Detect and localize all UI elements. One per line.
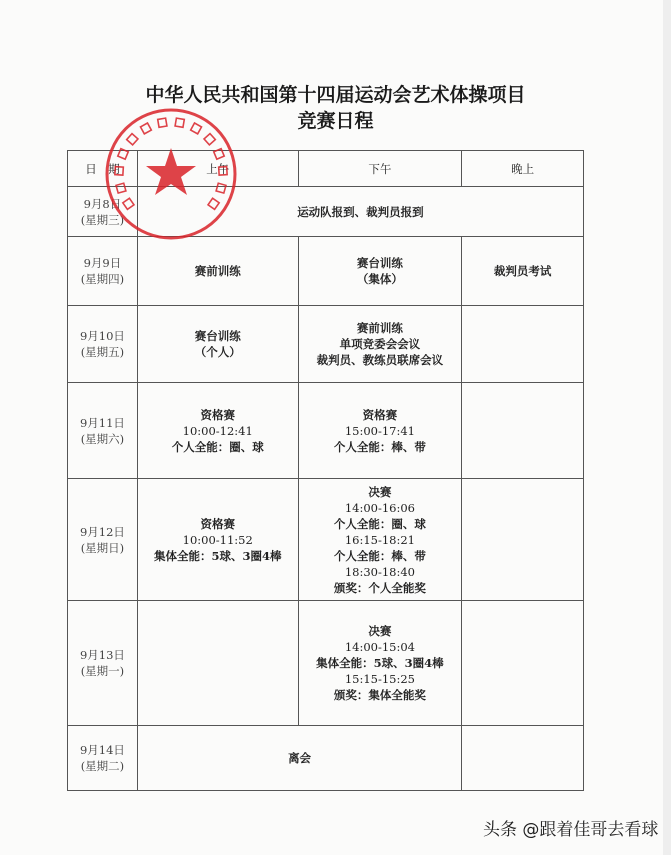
date: 9月10日 bbox=[79, 329, 125, 343]
evening-cell bbox=[462, 726, 584, 791]
seal-glyph-mark bbox=[204, 134, 215, 145]
table-row bbox=[68, 187, 584, 237]
weekday: (星期四) bbox=[80, 272, 125, 286]
cell-line: 16:15-18:21 bbox=[344, 532, 415, 547]
cell-line: 颁奖：集体全能奖 bbox=[333, 688, 426, 702]
cell-line: 个人全能：棒、带 bbox=[333, 548, 426, 563]
cell-line: （个人） bbox=[194, 345, 241, 359]
cell-line: 10:00-11:52 bbox=[182, 532, 253, 547]
cell-line: 集体全能：5球、3圈4棒 bbox=[316, 656, 444, 670]
cell-line: 10:00-12:41 bbox=[182, 423, 253, 438]
cell-line: 决赛 bbox=[368, 484, 392, 499]
afternoon-cell bbox=[298, 601, 462, 726]
evening-cell bbox=[462, 383, 584, 479]
table-row bbox=[68, 306, 584, 383]
cell-line: 个人全能：棒、带 bbox=[333, 439, 426, 454]
table-row bbox=[68, 726, 584, 791]
watermark: 头条 @跟着佳哥去看球 bbox=[483, 820, 659, 840]
date: 9月11日 bbox=[79, 415, 125, 430]
header-afternoon: 下午 bbox=[298, 151, 462, 187]
date: 9月12日 bbox=[79, 524, 125, 539]
date-cell bbox=[68, 383, 138, 479]
cell-line: 赛前训练 bbox=[194, 264, 241, 278]
cell-line: 14:00-15:04 bbox=[344, 640, 415, 654]
header-evening: 晚上 bbox=[462, 151, 584, 187]
table-row bbox=[68, 479, 584, 601]
weekday: (星期日) bbox=[80, 540, 125, 555]
cell-line: 决赛 bbox=[368, 624, 392, 638]
cell-line: 单项竞委会会议 bbox=[339, 337, 421, 351]
afternoon-cell bbox=[298, 479, 462, 601]
date: 9月14日 bbox=[79, 743, 125, 757]
document-title: 中华人民共和国第十四届运动会艺术体操项目 bbox=[145, 84, 526, 106]
evening-cell bbox=[462, 601, 584, 726]
date-cell bbox=[68, 726, 138, 791]
cell-line: 15:00-17:41 bbox=[344, 423, 415, 438]
schedule-table bbox=[67, 150, 584, 791]
cell-line: 赛台训练 bbox=[194, 329, 241, 343]
seal-glyph-mark bbox=[127, 134, 138, 145]
morning-cell bbox=[137, 383, 298, 479]
weekday: (星期二) bbox=[80, 759, 125, 773]
afternoon-cell bbox=[298, 237, 462, 306]
cell-line: 个人全能：圈、球 bbox=[171, 439, 264, 454]
cell-line: 资格赛 bbox=[200, 407, 235, 422]
table-row bbox=[68, 601, 584, 726]
date: 9月9日 bbox=[83, 256, 122, 270]
table-row bbox=[68, 237, 584, 306]
afternoon-cell bbox=[298, 306, 462, 383]
cell-line: 集体全能：5球、3圈4棒 bbox=[153, 548, 282, 563]
document-subtitle: 竞赛日程 bbox=[297, 110, 374, 132]
morning-cell bbox=[137, 237, 298, 306]
date: 9月13日 bbox=[79, 648, 125, 662]
date-cell bbox=[68, 479, 138, 601]
cell-line: 赛台训练 bbox=[356, 256, 403, 270]
evening-cell: 裁判员考试 bbox=[462, 237, 584, 306]
weekday: (星期五) bbox=[80, 345, 125, 359]
cell-line: 资格赛 bbox=[200, 516, 235, 531]
header-morning: 上午 bbox=[137, 151, 298, 187]
date-cell bbox=[68, 187, 138, 237]
morning-cell bbox=[137, 479, 298, 601]
table-row bbox=[68, 383, 584, 479]
cell-line: （集体） bbox=[356, 272, 403, 286]
cell-line: 个人全能：圈、球 bbox=[333, 516, 426, 531]
morning-cell bbox=[137, 306, 298, 383]
header-date: 日 期 bbox=[68, 151, 138, 187]
weekday: (星期六) bbox=[80, 431, 125, 446]
cell-line: 14:00-16:06 bbox=[344, 500, 415, 515]
evening-cell bbox=[462, 479, 584, 601]
table-header bbox=[68, 151, 584, 187]
all-day-cell: 运动队报到、裁判员报到 bbox=[137, 187, 583, 237]
cell-line: 资格赛 bbox=[362, 407, 398, 422]
date-cell bbox=[68, 306, 138, 383]
cell-line: 颁奖：个人全能奖 bbox=[333, 580, 426, 595]
date-cell bbox=[68, 601, 138, 726]
evening-cell bbox=[462, 306, 584, 383]
morning-afternoon-cell: 离会 bbox=[137, 726, 461, 791]
weekday: (星期三) bbox=[80, 212, 125, 227]
morning-cell bbox=[137, 601, 298, 726]
date: 9月8日 bbox=[83, 196, 122, 211]
date-cell bbox=[68, 237, 138, 306]
cell-line: 15:15-15:25 bbox=[344, 672, 415, 686]
weekday: (星期一) bbox=[80, 664, 125, 678]
cell-line: 18:30-18:40 bbox=[344, 564, 415, 579]
cell-line: 赛前训练 bbox=[356, 321, 403, 335]
scan-edge bbox=[663, 0, 671, 855]
afternoon-cell bbox=[298, 383, 462, 479]
cell-line: 裁判员、教练员联席会议 bbox=[316, 353, 444, 367]
